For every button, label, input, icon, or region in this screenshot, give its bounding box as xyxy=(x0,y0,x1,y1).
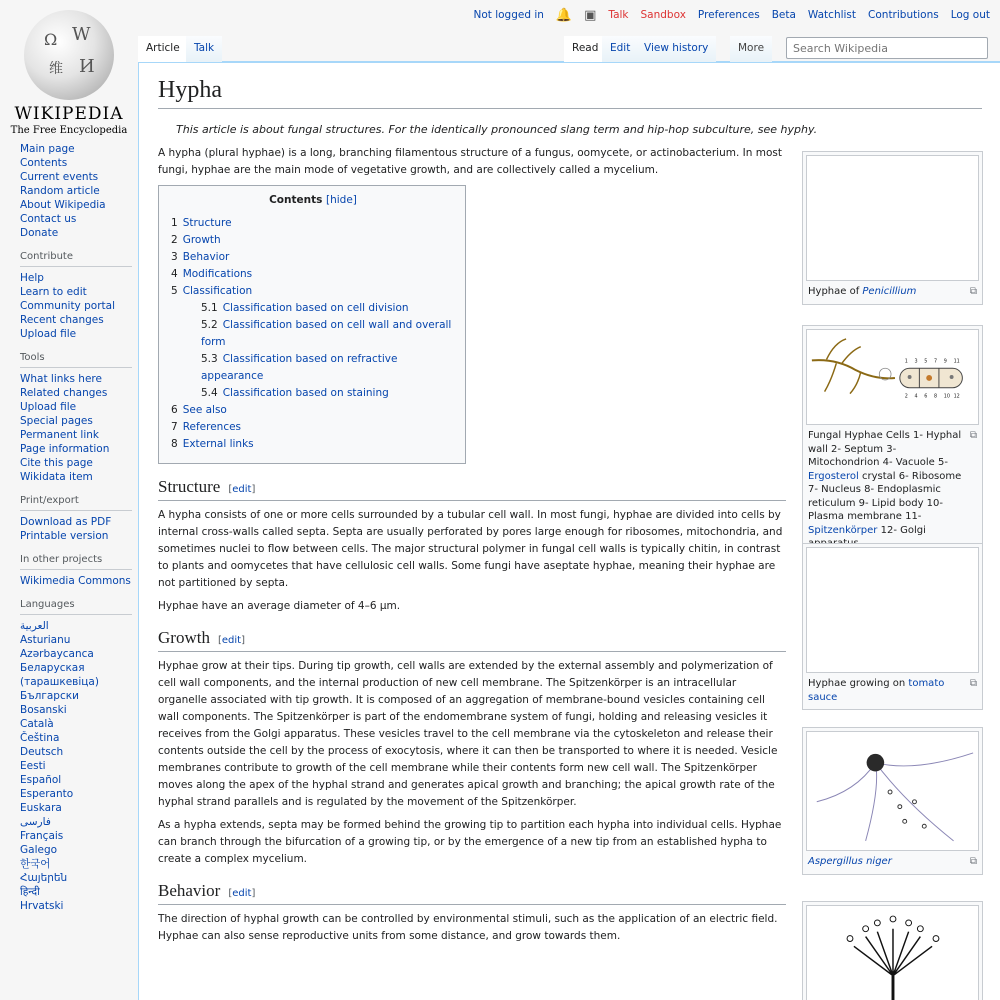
list-item xyxy=(20,414,132,428)
toc-item[interactable] xyxy=(171,232,455,249)
globe-glyph: 维 xyxy=(49,61,63,77)
list-item xyxy=(20,899,132,913)
sidebar-item-contact-us[interactable]: Contact us xyxy=(20,213,77,225)
sidebar-item-main-page[interactable]: Main page xyxy=(20,143,75,155)
toc-link[interactable]: Classification based on cell wall and overall form xyxy=(201,319,452,348)
list-item xyxy=(20,857,132,871)
list-item xyxy=(20,801,132,815)
sidebar-item-related-changes[interactable]: Related changes xyxy=(20,387,108,399)
caption-text: Hyphae of xyxy=(808,286,863,297)
sidebar-item-about-wikipedia[interactable]: About Wikipedia xyxy=(20,199,106,211)
toc-number: 4 xyxy=(171,268,178,280)
language-link-esperanto[interactable]: Esperanto xyxy=(20,788,74,800)
toc-number: 5.3 xyxy=(201,353,218,365)
figure-caption xyxy=(806,673,979,706)
toc-link[interactable]: Behavior xyxy=(182,251,230,263)
list-item xyxy=(20,386,132,400)
sidebar-item-community-portal[interactable]: Community portal xyxy=(20,300,115,312)
ergosterol-link[interactable]: Ergosterol xyxy=(808,470,859,482)
list-item xyxy=(20,745,132,759)
sidebar-item-what-links-here[interactable]: What links here xyxy=(20,373,102,385)
hatnote: This article is about fungal structures. For the identically pronounced slang term and hip-hop subculture, see hyphy. xyxy=(176,123,818,136)
sidebar xyxy=(20,142,132,923)
language-link-18[interactable]: हिन्दी xyxy=(20,886,40,898)
diagram-label: 3 xyxy=(914,358,918,365)
toc-item[interactable] xyxy=(171,402,455,419)
sidebar-item-download-as-pdf[interactable]: Download as PDF xyxy=(20,516,112,528)
puzzle-globe-icon xyxy=(24,10,114,100)
toc-link[interactable]: Classification based on refractive appearance xyxy=(201,353,398,382)
list-item xyxy=(20,717,132,731)
toc-number: 1 xyxy=(171,217,178,229)
list-item xyxy=(20,515,132,529)
language-link-16[interactable]: 한국어 xyxy=(20,858,51,870)
diagram-label: 11 xyxy=(953,358,960,365)
language-link-17[interactable]: Հայերեն xyxy=(20,872,68,884)
portal-heading: Contribute xyxy=(20,250,132,267)
toc-item[interactable] xyxy=(171,266,455,283)
toc-link[interactable]: Modifications xyxy=(182,268,253,280)
toc-number: 2 xyxy=(171,234,178,246)
list-item xyxy=(20,184,132,198)
portal-heading: In other projects xyxy=(20,553,132,570)
portal-heading: Print/export xyxy=(20,494,132,511)
hypha-diagram-svg xyxy=(807,330,978,424)
figure-conidiophore xyxy=(802,901,983,1000)
toc-link[interactable]: Classification based on cell division xyxy=(222,302,409,314)
toc-link[interactable]: Classification based on staining xyxy=(222,387,389,399)
paragraph: As a hypha extends, septa may be formed behind the growing tip to partition each hypha into individual cells. Hyphae can branch through the bifurcation of a growing tip, or by the emergence of a new tip from an established hypha to create a complex mycelium. xyxy=(158,819,782,865)
language-link-espa-ol[interactable]: Español xyxy=(20,774,62,786)
section-edit: [edit] xyxy=(228,484,256,495)
conidiophore-svg xyxy=(807,906,978,1000)
caption-link[interactable]: tomato sauce xyxy=(808,678,945,703)
toc-item[interactable] xyxy=(171,249,455,266)
portal-heading: Languages xyxy=(20,598,132,615)
sidebar-item-wikimedia-commons[interactable]: Wikimedia Commons xyxy=(20,575,131,587)
toc-title xyxy=(171,192,455,209)
sidebar-item-printable-version[interactable]: Printable version xyxy=(20,530,109,542)
list-item xyxy=(20,299,132,313)
sandbox-link[interactable]: Sandbox xyxy=(640,9,686,21)
list-item xyxy=(20,647,132,661)
conidiophore-image[interactable] xyxy=(806,905,979,1000)
globe-glyph: Ω xyxy=(44,30,58,49)
toc-link[interactable]: Classification xyxy=(182,285,253,297)
list-item xyxy=(20,285,132,299)
list-item xyxy=(20,759,132,773)
language-link-13[interactable]: فارسی xyxy=(20,816,51,828)
caption-text: 1- Hyphal wall 2- Septum 3- Mitochondrion 4- Vacuole 5- xyxy=(808,430,962,468)
language-link-catal[interactable]: Català xyxy=(20,718,54,730)
caption-link[interactable]: Penicillium xyxy=(862,286,917,297)
diagram-label: 8 xyxy=(934,393,938,400)
sidebar-item-cite-this-page[interactable]: Cite this page xyxy=(20,457,93,469)
diagram-label: 9 xyxy=(943,358,947,365)
paragraph: Hyphae have an average diameter of 4–6 µm. xyxy=(158,600,401,612)
section-edit: [edit] xyxy=(217,635,245,646)
language-link-bosanski[interactable]: Bosanski xyxy=(20,704,67,716)
list-item xyxy=(20,843,132,857)
figure-aspergillus xyxy=(802,727,983,875)
section-title: Behavior xyxy=(158,881,221,900)
spitzenkorper-link[interactable]: Spitzenkörper xyxy=(808,524,878,536)
sidebar-navigation xyxy=(20,142,132,240)
diagram-label: 4 xyxy=(914,393,918,400)
toc-link[interactable]: External links xyxy=(182,438,254,450)
diagram-label: 10 xyxy=(943,393,951,400)
not-logged-in-link[interactable]: Not logged in xyxy=(473,9,544,21)
list-item xyxy=(20,731,132,745)
caption-bold: Fungal Hyphae Cells xyxy=(808,430,910,441)
list-item xyxy=(20,428,132,442)
section-heading xyxy=(158,629,786,652)
magnify-icon[interactable]: ⧉ xyxy=(969,430,977,441)
contributions-link[interactable]: Contributions xyxy=(868,9,939,21)
list-item xyxy=(20,470,132,484)
edit-section-link[interactable]: edit xyxy=(232,484,252,495)
language-link-e-tina[interactable]: Čeština xyxy=(20,732,60,744)
toc-link[interactable]: See also xyxy=(182,404,227,416)
penicillium-image[interactable] xyxy=(806,155,979,281)
wikipedia-logo[interactable] xyxy=(0,0,138,140)
search-input[interactable] xyxy=(786,37,988,59)
tab-history[interactable]: View history xyxy=(636,36,716,62)
toc-item[interactable] xyxy=(171,283,455,300)
magnify-icon[interactable]: ⧉ xyxy=(969,678,977,689)
globe-glyph: W xyxy=(72,24,91,45)
sidebar-item-permanent-link[interactable]: Permanent link xyxy=(20,429,100,441)
toc-title-text: Contents xyxy=(269,194,323,206)
paragraph: A hypha consists of one or more cells surrounded by a tubular cell wall. In most fungi, hyphae are divided into cells by internal cross-walls called septa. Septa are usually perforated by pores large enough for ribosomes, mitochondria, and sometimes nuclei to flow between cells. The major structural polymer in fungal cell walls is typically chitin, in contrast to plants and oomycetes that have cellulosic cell walls. Some fungi have aseptate hyphae, meaning their hyphae are not partitioned by septa. xyxy=(158,509,783,589)
toc-number: 5.2 xyxy=(201,319,218,331)
sidebar-item-special-pages[interactable]: Special pages xyxy=(20,415,93,427)
diagram-label: 12 xyxy=(953,393,960,400)
sidebar-print xyxy=(20,494,132,543)
toc-item[interactable] xyxy=(171,215,455,232)
paragraph: The direction of hyphal growth can be controlled by environmental stimuli, such as the application of an electric field. Hyphae can also sense reproductive units from some distance, and grow towards them. xyxy=(158,913,778,942)
sidebar-item-recent-changes[interactable]: Recent changes xyxy=(20,314,104,326)
table-of-contents xyxy=(158,185,466,464)
sidebar-tools xyxy=(20,351,132,484)
list-item xyxy=(20,787,132,801)
figure-hyphae-cells xyxy=(802,325,983,557)
tab-talk[interactable]: Talk xyxy=(186,36,222,62)
figure-penicillium xyxy=(802,151,983,305)
list-item xyxy=(20,829,132,843)
language-link-eesti[interactable]: Eesti xyxy=(20,760,46,772)
page-title: Hypha xyxy=(158,77,982,109)
list-item xyxy=(20,313,132,327)
beta-link[interactable]: Beta xyxy=(771,9,796,21)
caption-link[interactable]: Aspergillus niger xyxy=(808,856,892,867)
list-item xyxy=(20,170,132,184)
toc-number: 7 xyxy=(171,421,178,433)
list-item xyxy=(20,574,132,588)
paragraph: Hyphae grow at their tips. During tip growth, cell walls are extended by the external assembly and polymerization of cell wall components, and the internal production of new cell membrane. The Spitzenkörper is an intracellular organelle associated with tip growth. It is composed of an aggregation of membrane-bound vesicles containing cell wall components. The Spitzenkörper is part of the endomembrane system of fungi, holding and releasing vesicles it receives from the Golgi apparatus. These vesicles travel to the cell membrane via the cytoskeleton and release their contents outside the cell by the process of exocytosis, where it can then be transported to where it is needed. Vesicle membranes contribute to growth of the cell membrane while their contents form new cell wall. The Spitzenkörper moves along the apex of the hyphal strand and generates apical growth and branching; the apical growth rate of the hyphal strand parallels and is regulated by the movement of the Spitzenkörper. xyxy=(158,660,778,808)
diagram-label: 2 xyxy=(904,393,908,400)
bell-icon[interactable]: 🔔 xyxy=(555,7,573,23)
section-title: Structure xyxy=(158,477,221,496)
content-area xyxy=(138,62,1000,1000)
list-item xyxy=(20,815,132,829)
list-item xyxy=(20,327,132,341)
talk-link[interactable]: Talk xyxy=(608,9,629,21)
tagline: The Free Encyclopedia xyxy=(10,125,128,136)
globe-glyph: И xyxy=(79,56,95,77)
sidebar-item-learn-to-edit[interactable]: Learn to edit xyxy=(20,286,87,298)
diagram-label: 7 xyxy=(934,358,938,365)
lead-paragraph: A hypha (plural hyphae) is a long, branching filamentous structure of a fungus, oomycete, or actinobacterium. In most fungi, hyphae are the main mode of vegetative growth, and are collectively called a mycelium. xyxy=(158,147,782,176)
list-item xyxy=(20,212,132,226)
toc-link[interactable]: References xyxy=(182,421,242,433)
logout-link[interactable]: Log out xyxy=(950,9,990,21)
sidebar-item-donate[interactable]: Donate xyxy=(20,227,59,239)
sidebar-item-random-article[interactable]: Random article xyxy=(20,185,100,197)
toc-hide-link[interactable]: [hide] xyxy=(326,194,357,206)
list-item xyxy=(20,885,132,899)
article-body xyxy=(158,145,786,951)
toc-link[interactable]: Structure xyxy=(182,217,232,229)
edit-section-link[interactable]: edit xyxy=(232,888,252,899)
list-item xyxy=(20,442,132,456)
toc-link[interactable]: Growth xyxy=(182,234,221,246)
toc-number: 5.1 xyxy=(201,302,218,314)
inbox-icon[interactable]: ▣ xyxy=(584,7,597,23)
list-item xyxy=(20,198,132,212)
tab-read[interactable]: Read xyxy=(564,36,606,62)
section-heading xyxy=(158,882,786,905)
hyphae-cell-diagram[interactable] xyxy=(806,329,979,425)
toc-number: 6 xyxy=(171,404,178,416)
language-link-3[interactable]: Беларуская (тарашкевіца) xyxy=(20,662,99,688)
language-link-euskara[interactable]: Euskara xyxy=(20,802,62,814)
sidebar-item-contents[interactable]: Contents xyxy=(20,157,68,169)
figure-caption xyxy=(806,425,979,553)
list-item xyxy=(20,703,132,717)
list-item xyxy=(20,871,132,885)
magnify-icon[interactable]: ⧉ xyxy=(969,286,977,297)
toc-number: 3 xyxy=(171,251,178,263)
list-item xyxy=(20,400,132,414)
caption-text: 12- Golgi xyxy=(880,524,926,536)
sidebar-languages xyxy=(20,598,132,913)
language-link-hrvatski[interactable]: Hrvatski xyxy=(20,900,64,912)
sidebar-projects xyxy=(20,553,132,588)
section-heading xyxy=(158,478,786,501)
sidebar-item-wikidata-item[interactable]: Wikidata item xyxy=(20,471,93,483)
figure-tomato-sauce xyxy=(802,543,983,710)
tomato-sauce-image[interactable] xyxy=(806,547,979,673)
list-item xyxy=(20,661,132,689)
list-item xyxy=(20,156,132,170)
language-link-4[interactable]: Български xyxy=(20,690,79,702)
diagram-label: 1 xyxy=(904,358,908,365)
aspergillus-svg xyxy=(807,732,978,852)
caption-text: Hyphae growing on xyxy=(808,678,909,689)
tab-article[interactable]: Article xyxy=(138,36,188,62)
toc-number: 8 xyxy=(171,438,178,450)
list-item xyxy=(20,271,132,285)
list-item xyxy=(20,372,132,386)
toc-item[interactable] xyxy=(171,385,455,402)
sidebar-item-help[interactable]: Help xyxy=(20,272,44,284)
list-item xyxy=(20,619,132,633)
edit-section-link[interactable]: edit xyxy=(221,635,242,646)
diagram-label: 5 xyxy=(924,358,928,365)
toc-item[interactable] xyxy=(171,436,455,453)
watchlist-link[interactable]: Watchlist xyxy=(807,9,857,21)
list-item xyxy=(20,226,132,240)
sidebar-item-upload-file[interactable]: Upload file xyxy=(20,401,77,413)
language-link-asturianu[interactable]: Asturianu xyxy=(20,634,71,646)
figure-caption xyxy=(806,851,979,871)
figure-caption xyxy=(806,281,979,301)
toc-number: 5.4 xyxy=(201,387,218,399)
sidebar-item-upload-file[interactable]: Upload file xyxy=(20,328,77,340)
language-link-galego[interactable]: Galego xyxy=(20,844,58,856)
more-menu[interactable]: More xyxy=(730,36,772,62)
diagram-label: 6 xyxy=(924,393,928,400)
toc-item[interactable] xyxy=(171,317,455,351)
caption-text: crystal 6- Ribosome 7- Nucleus 8- Endoplasmic reticulum 9- Lipid body 10- Plasma membrane 11- xyxy=(808,470,962,522)
preferences-link[interactable]: Preferences xyxy=(697,9,760,21)
magnify-icon[interactable]: ⧉ xyxy=(969,856,977,867)
wordmark: WIKIPEDIA xyxy=(14,104,124,124)
tab-edit[interactable]: Edit xyxy=(602,36,638,62)
list-item xyxy=(20,689,132,703)
personal-tools xyxy=(473,7,990,23)
toc-item[interactable] xyxy=(171,419,455,436)
toc-item[interactable] xyxy=(171,351,455,385)
language-link-deutsch[interactable]: Deutsch xyxy=(20,746,64,758)
list-item xyxy=(20,529,132,543)
language-link-0[interactable]: العربية xyxy=(20,620,49,632)
list-item xyxy=(20,142,132,156)
section-title: Growth xyxy=(158,628,210,647)
toc-number: 5 xyxy=(171,285,178,297)
aspergillus-image[interactable] xyxy=(806,731,979,851)
section-edit: [edit] xyxy=(228,888,256,899)
sidebar-item-page-information[interactable]: Page information xyxy=(20,443,110,455)
sidebar-item-current-events[interactable]: Current events xyxy=(20,171,99,183)
list-item xyxy=(20,633,132,647)
language-link-az-rbaycanca[interactable]: Azərbaycanca xyxy=(20,648,94,660)
portal-heading: Tools xyxy=(20,351,132,368)
language-link-fran-ais[interactable]: Français xyxy=(20,830,64,842)
toc-item[interactable] xyxy=(171,300,455,317)
sidebar-contribute xyxy=(20,250,132,341)
list-item xyxy=(20,456,132,470)
list-item xyxy=(20,773,132,787)
